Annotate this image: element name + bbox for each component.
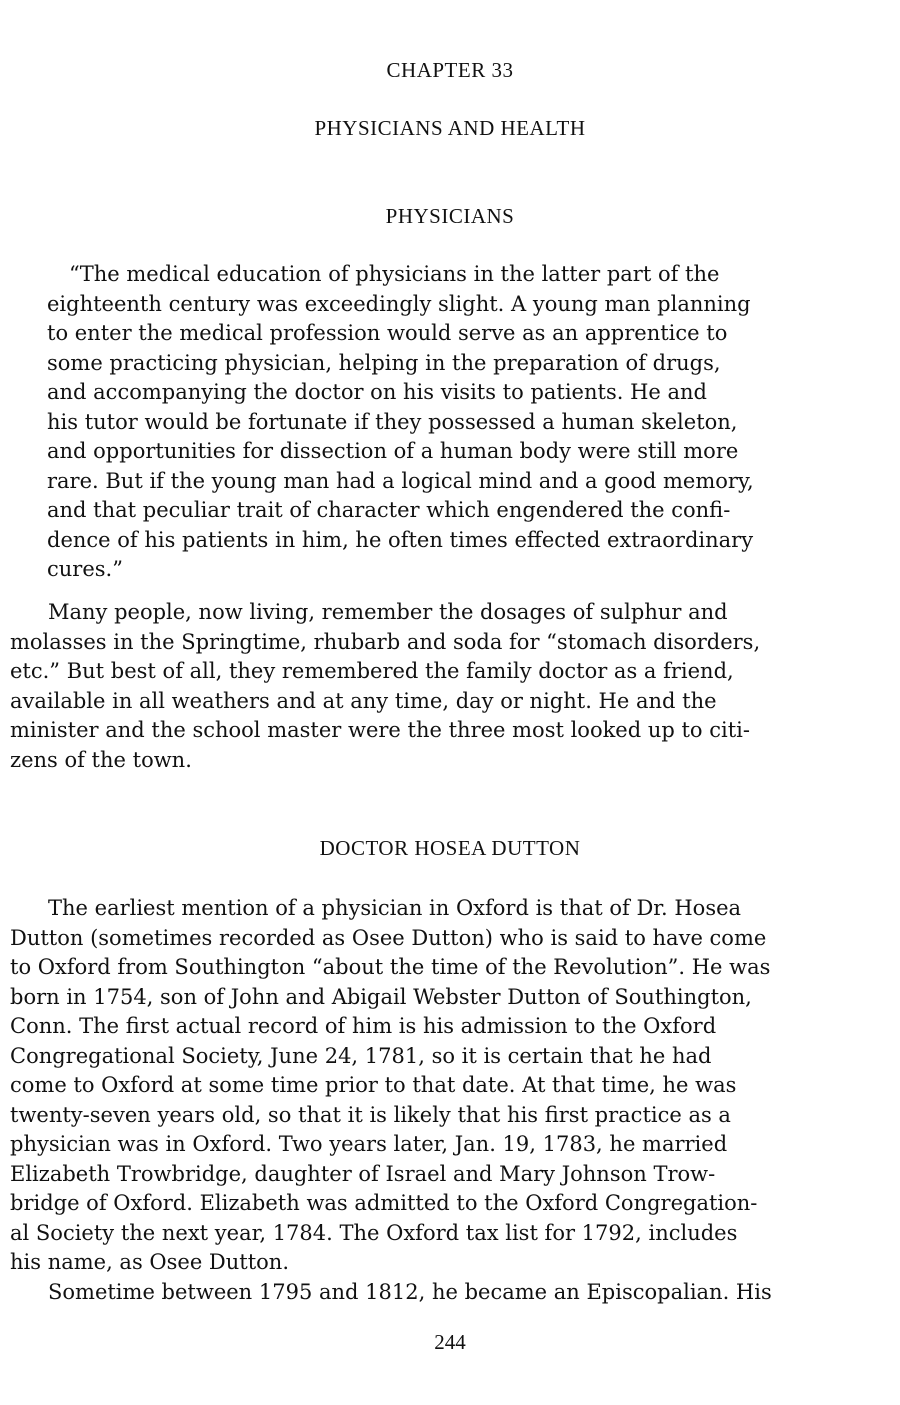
paragraph-line: born in 1754, son of John and Abigail Webster Dutton of Southington,: [10, 984, 752, 1009]
paragraph-line: Many people, now living, remember the dosages of sulphur and: [48, 600, 728, 624]
quote-line: and accompanying the doctor on his visits to patients. He and: [47, 380, 707, 404]
quote-line: “The medical education of physicians in the latter part of the: [69, 262, 720, 286]
quote-line: dence of his patients in him, he often times effected extraordinary: [47, 527, 754, 552]
quote-line: and opportunities for dissection of a human body were still more: [47, 439, 739, 463]
section-heading-hosea-dutton: DOCTOR HOSEA DUTTON: [319, 836, 581, 860]
paragraph-line: physician was in Oxford. Two years later, Jan. 19, 1783, he married: [10, 1132, 728, 1156]
quote-block: [47, 260, 754, 585]
paragraph-line: his name, as Osee Dutton.: [10, 1250, 290, 1274]
quote-line: eighteenth century was exceedingly slight. A young man planning: [47, 291, 751, 316]
section-heading-physicians: PHYSICIANS: [385, 204, 515, 228]
paragraph-line: Dutton (sometimes recorded as Osee Dutton) who is said to have come: [10, 925, 767, 950]
paragraph-line: molasses in the Springtime, rhubarb and soda for “stomach disorders,: [10, 629, 761, 654]
paragraph-line: minister and the school master were the three most looked up to citi-: [10, 718, 750, 742]
quote-line: rare. But if the young man had a logical mind and a good memory,: [47, 468, 754, 493]
paragraph-line: come to Oxford at some time prior to that date. At that time, he was: [10, 1073, 737, 1097]
quote-line: and that peculiar trait of character which engendered the confi-: [47, 498, 731, 522]
paragraph-line: The earliest mention of a physician in Oxford is that of Dr. Hosea: [48, 896, 742, 920]
paragraph-physicians: [10, 598, 760, 775]
paragraph-line: al Society the next year, 1784. The Oxford tax list for 1792, includes: [10, 1220, 738, 1245]
page-number: 244: [434, 1330, 466, 1354]
paragraph-line: Elizabeth Trowbridge, daughter of Israel and Mary Johnson Trow-: [10, 1161, 716, 1186]
paragraph-line: zens of the town.: [10, 747, 192, 772]
paragraph-line: bridge of Oxford. Elizabeth was admitted to the Oxford Congregation-: [10, 1191, 758, 1215]
paragraph-hosea-dutton: [10, 894, 772, 1307]
quote-line: his tutor would be fortunate if they possessed a human skeleton,: [47, 409, 738, 434]
paragraph-line: Conn. The first actual record of him is his admission to the Oxford: [10, 1014, 717, 1038]
quote-line: cures.”: [47, 557, 123, 581]
paragraph-line: Congregational Society, June 24, 1781, so it is certain that he had: [10, 1043, 712, 1068]
chapter-title: CHAPTER 33: [386, 58, 514, 82]
chapter-subtitle: PHYSICIANS AND HEALTH: [314, 116, 586, 140]
paragraph-line: Sometime between 1795 and 1812, he became an Episcopalian. His: [48, 1279, 772, 1304]
paragraph-line: to Oxford from Southington “about the time of the Revolution”. He was: [10, 955, 771, 979]
paragraph-line: available in all weathers and at any time, day or night. He and the: [10, 688, 717, 713]
paragraph-line: twenty-seven years old, so that it is likely that his first practice as a: [10, 1102, 731, 1127]
quote-line: some practicing physician, helping in the preparation of drugs,: [47, 350, 721, 375]
paragraph-line: etc.” But best of all, they remembered the family doctor as a friend,: [10, 659, 734, 683]
quote-line: to enter the medical profession would serve as an apprentice to: [47, 321, 728, 345]
